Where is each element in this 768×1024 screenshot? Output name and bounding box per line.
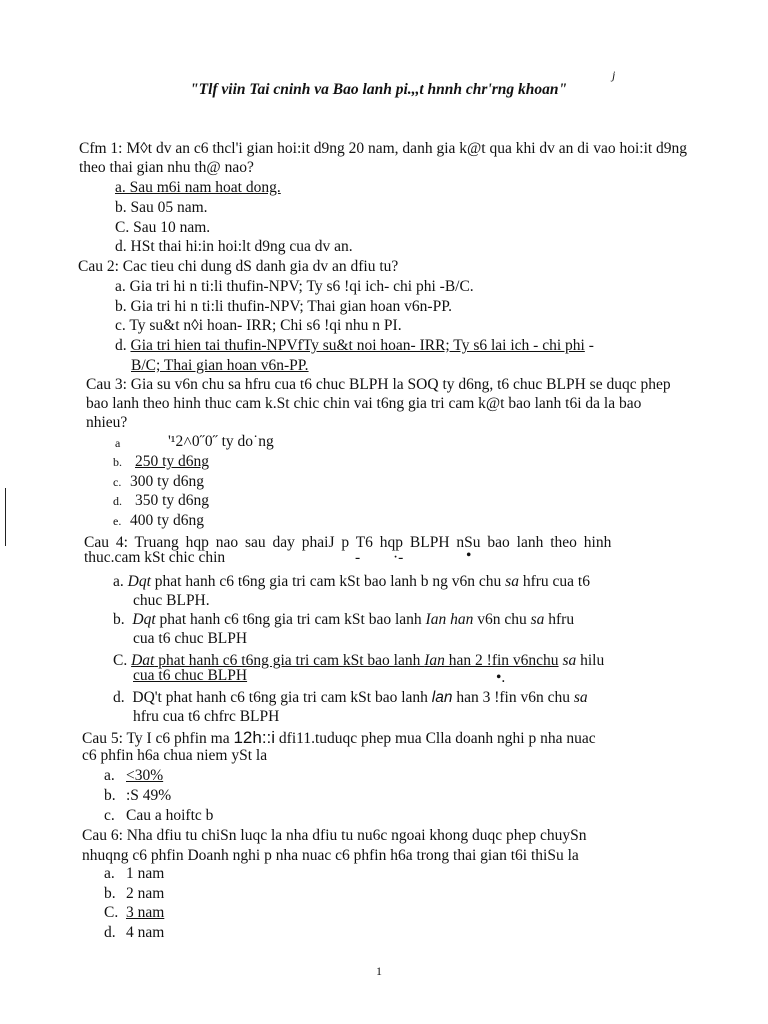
q6-option-d-label: d. <box>104 924 116 941</box>
q4-option-b-mid: v6n chu <box>473 611 531 628</box>
q3-option-b-label: b. <box>113 455 122 469</box>
q1-option-b: b. Sau 05 nam. <box>115 199 208 216</box>
q3-option-d-label: d. <box>113 494 122 508</box>
q6-option-b-label: b. <box>104 885 116 902</box>
page-number: 1 <box>376 964 382 978</box>
q3-option-c-label: c. <box>113 475 122 489</box>
q5-option-c: Cau a hoiftc b <box>126 807 214 824</box>
q4-option-b-it3: sa <box>530 611 545 628</box>
q4-option-a-line2: chuc BLPH. <box>133 592 210 609</box>
q6-option-c-label: C. <box>104 904 119 921</box>
q4-option-c-line2: cua t6 chuc BLPH <box>133 667 248 684</box>
q6-option-a-label: a. <box>104 865 115 882</box>
q1-option-a-text: a. Sau m6i nam hoat dong. <box>115 179 281 196</box>
q4-option-b-it2: Ian han <box>425 611 474 628</box>
corner-mark: j <box>612 68 616 82</box>
q4-option-b <box>113 610 574 629</box>
q4-option-a-label: a. <box>113 573 124 590</box>
question-5-line1-a: Cau 5: Ty I c6 phfin ma <box>82 730 234 747</box>
q4-option-d <box>113 688 588 707</box>
q4-option-b-label: b. <box>113 611 125 628</box>
q4-option-c-it: Dat <box>131 652 155 669</box>
q4-option-d-it: lan <box>431 689 453 706</box>
q3-option-a-label: a <box>115 436 121 450</box>
margin-mark <box>5 488 6 546</box>
q2-option-d-line1: Gia tri hien tai thufin-NPVfTy su&t noi hoan- IRR; Ty s6 lai ich - chi phi <box>130 337 585 354</box>
q4-option-c-end: han 2 !fin v6nchu <box>444 652 559 669</box>
q2-option-c: c. Ty su&t n◊i hoan- IRR; Chi s6 !qi nhu n PI. <box>115 317 402 334</box>
q5-option-a: <30% <box>126 767 164 784</box>
question-1-text: Cfm 1: M◊t dv an c6 thcl'i gian hoi:it d9ng 20 nam, danh gia k@t qua khi dv an di vao hoi:it d9ng theo thai gian nhu th@ nao? <box>79 140 688 176</box>
q6-option-b: 2 nam <box>126 885 165 902</box>
question-2-text: Cau 2: Cac tieu chi dung dS danh gia dv an dfiu tu? <box>78 258 399 275</box>
q5-option-b-label: b. <box>104 787 116 804</box>
q3-option-e: 400 ty d6ng <box>130 512 205 529</box>
q4-option-d-text: DQ't phat hanh c6 t6ng gia tri cam kSt bao lanh <box>132 689 432 706</box>
q4-option-a-it: Dqt <box>127 573 151 590</box>
stray-mark-2: ·- <box>393 549 404 566</box>
q4-option-b-end: hfru <box>544 611 575 628</box>
q4-option-c-tail: hilu <box>576 652 605 669</box>
q2-option-a: a. Gia tri hi n ti:li thufin-NPV; Ty s6 !qi ich- chi phi -B/C. <box>115 278 474 295</box>
q1-option-a <box>115 178 281 197</box>
q4-option-b-it: Dqt <box>132 611 156 628</box>
q6-option-d: 4 nam <box>126 924 165 941</box>
q4-option-a-text: phat hanh c6 t6ng gia tri cam kSt bao lanh b ng v6n chu <box>150 573 506 590</box>
q4-option-d-it2: sa <box>573 689 588 706</box>
q2-option-d-line2: B/C; Thai gian hoan v6n-PP. <box>131 357 309 374</box>
question-6-line2: nhuqng c6 phfin Doanh nghi p nha nuac c6 phfin h6a trong thai gian t6i thiSu la <box>82 847 579 864</box>
question-6-line1: Cau 6: Nha dfiu tu chiSn luqc la nha dfiu tu nu6c ngoai khong duqc phep chuySn <box>82 827 587 844</box>
stray-mark-4: •. <box>496 669 506 686</box>
q6-option-c: 3 nam <box>126 904 165 921</box>
q4-option-d-end: han 3 !fin v6n chu <box>452 689 574 706</box>
q6-option-a: 1 nam <box>126 865 165 882</box>
question-4-line2: thuc.cam kSt chic chin <box>84 549 226 566</box>
q4-option-c-label: C. <box>113 652 128 669</box>
q2-option-d <box>115 336 594 355</box>
q3-option-a: '¹2˄0˝0˝ ty do˙ng <box>168 433 274 450</box>
q2-option-d-dash: - <box>584 337 594 354</box>
question-3-text: Cau 3: Gia su v6n chu sa hfru cua t6 chuc BLPH la SOQ ty d6ng, t6 chuc BLPH se duqc phep bao lanh theo hinh thuc cam k.St chic chin vai t6ng gia tri cam k@t bao lanh t6i da la bao nhieu? <box>86 376 671 431</box>
stray-mark-1: - <box>355 549 361 566</box>
page-title: "Tlf viin Tai cninh va Bao lanh pi.,,t hnnh chr'rng khoan" <box>190 81 568 98</box>
question-5-line1 <box>82 728 596 748</box>
q5-option-b: :S 49% <box>126 787 172 804</box>
q5-option-a-label: a. <box>104 767 115 784</box>
q2-option-d-prefix: d. <box>115 337 131 354</box>
q4-option-b-line2: cua t6 chuc BLPH <box>133 630 248 647</box>
q3-option-e-label: e. <box>113 514 122 528</box>
q4-option-b-text: phat hanh c6 t6ng gia tri cam kSt bao lanh <box>155 611 426 628</box>
q5-option-c-label: c. <box>104 807 115 824</box>
q1-option-d: d. HSt thai hi:in hoi:lt d9ng cua dv an. <box>115 238 353 255</box>
stray-mark-3: • <box>466 547 472 564</box>
q3-option-b: 250 ty d6ng <box>135 453 210 470</box>
question-5-line2: c6 phfin h6a chua niem ySt la <box>82 747 268 764</box>
q3-option-c: 300 ty d6ng <box>130 473 205 490</box>
q4-option-c-text: phat hanh c6 t6ng gia tri cam kSt bao lanh <box>154 652 425 669</box>
q4-option-d-label: d. <box>113 689 125 706</box>
q3-option-d: 350 ty d6ng <box>135 492 210 509</box>
question-4-line1: Cau 4: Truang hqp nao sau day phaiJ p T6 hqp BLPH nSu bao lanh theo hinh <box>84 534 612 551</box>
q1-option-c: C. Sau 10 nam. <box>115 219 211 236</box>
q4-option-a <box>113 572 590 591</box>
q2-option-b: b. Gia tri hi n ti:li thufin-NPV; Thai gian hoan v6n-PP. <box>115 298 452 315</box>
q4-option-a-it2: sa <box>505 573 519 590</box>
q4-option-d-line2: hfru cua t6 chfrc BLPH <box>133 708 280 725</box>
q4-option-c-it3: sa <box>558 652 577 669</box>
question-5-line1-big: 12h::i <box>233 728 276 747</box>
q4-option-a-end: hfru cua t6 <box>518 573 590 590</box>
question-5-line1-b: dfi11.tuduqc phep mua Clla doanh nghi p nha nuac <box>275 730 596 747</box>
q4-option-c-it2: Ian <box>424 652 445 669</box>
